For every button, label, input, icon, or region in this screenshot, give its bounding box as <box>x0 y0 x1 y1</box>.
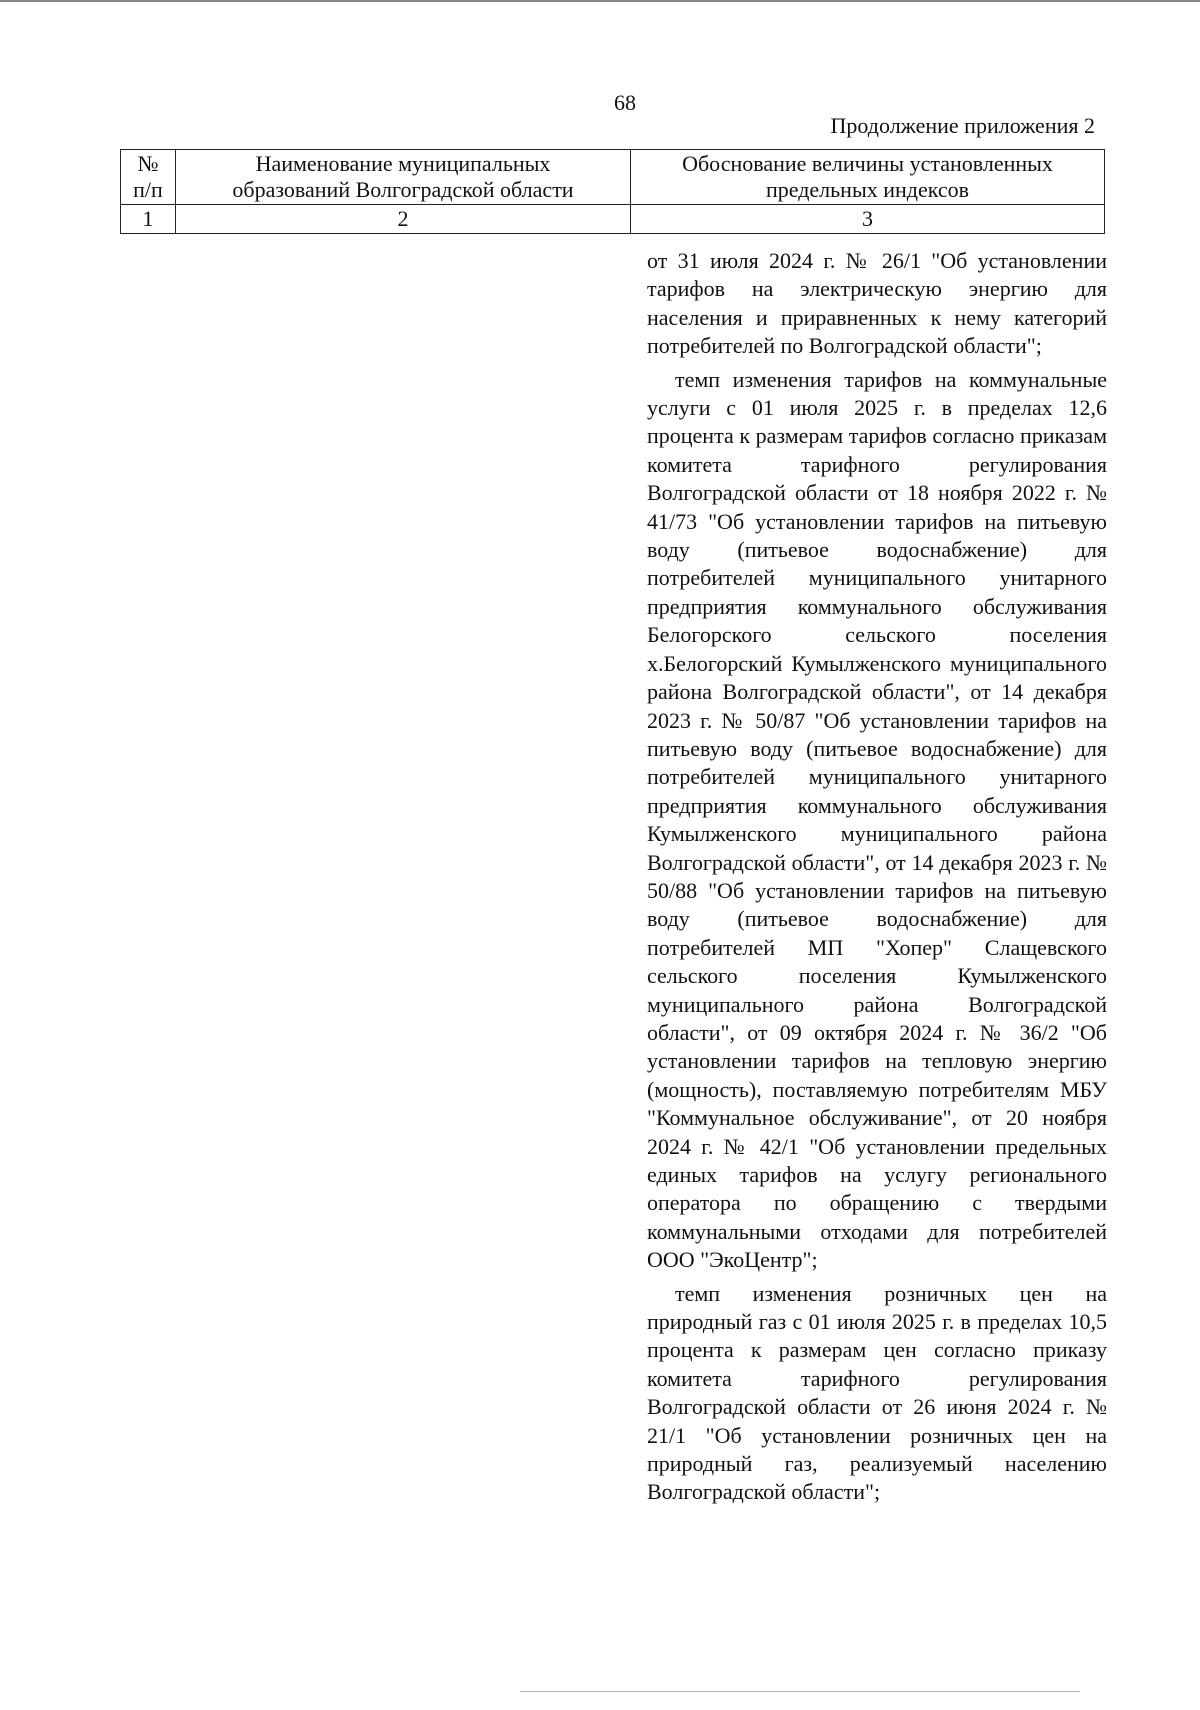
continuation-label: Продолжение приложения 2 <box>830 113 1095 138</box>
scan-edge-bottom <box>520 1691 1080 1692</box>
justification-text <box>647 247 1107 1512</box>
column-number-1: 1 <box>121 205 176 234</box>
column-number-2: 2 <box>176 205 631 234</box>
header-name-line1: Наименование муниципальных <box>255 151 551 176</box>
header-number-line2: п/п <box>133 177 163 202</box>
page-number: 68 <box>614 90 636 115</box>
paragraph-1: от 31 июля 2024 г. № 26/1 "Об установлении тарифов на электрическую энергию для населения и приравненных к нему категорий потребителей по Волгоградской области"; <box>647 248 1107 359</box>
table-header-row <box>121 150 1105 205</box>
paragraph-2: темп изменения тарифов на коммунальные услуги с 01 июля 2025 г. в пределах 12,6 процента к размерам тарифов согласно приказам комитета тарифного регулирования Волгоградской области от 18 ноября 2022 г. № 41/73 "Об установлении тарифов на питьевую воду (питьевое водоснабжение) для потребителей муниципального унитарного предприятия коммунального обслуживания Белогорского сельского поселения х.Белогорский Кумылженского муниципального района Волгоградской области", от 14 декабря 2023 г. № 50/87 "Об установлении тарифов на питьевую воду (питьевое водоснабжение) для потребителей муниципального унитарного предприятия коммунального обслуживания Кумылженского муниципального района Волгоградской области", от 14 декабря 2023 г. № 50/88 "Об установлении тарифов на питьевую воду (питьевое водоснабжение) для потребителей МП "Хопер" Слащевского сельского поселения Кумылженского муниципального района Волгоградской области", от 09 октября 2024 г. № 36/2 "Об установлении тарифов на тепловую энергию (мощность), поставляемую потребителям МБУ "Коммунальное обслуживание", от 20 ноября 2024 г. № 42/1 "Об установлении предельных единых тарифов на услугу регионального оператора по обращению с твердыми коммунальными отходами для потребителей ООО "ЭкоЦентр"; <box>647 366 1107 1273</box>
column-number-3: 3 <box>631 205 1105 234</box>
header-name-line2: образований Волгоградской области <box>232 177 574 202</box>
scan-edge-top <box>0 0 1200 2</box>
table-column-number-row <box>121 205 1105 234</box>
header-cell-justification <box>631 150 1105 205</box>
header-table <box>120 149 1105 234</box>
header-cell-number <box>121 150 176 205</box>
header-justification-line1: Обоснование величины установленных <box>682 151 1053 176</box>
header-cell-name <box>176 150 631 205</box>
paragraph-3: темп изменения розничных цен на природный газ с 01 июля 2025 г. в пределах 10,5 процента к размерам цен согласно приказу комитета тарифного регулирования Волгоградской области от 26 июня 2024 г. № 21/1 "Об установлении розничных цен на природный газ, реализуемый населению Волгоградской области"; <box>647 1280 1107 1505</box>
header-number-line1: № <box>137 151 159 176</box>
header-justification-line2: предельных индексов <box>765 177 970 202</box>
